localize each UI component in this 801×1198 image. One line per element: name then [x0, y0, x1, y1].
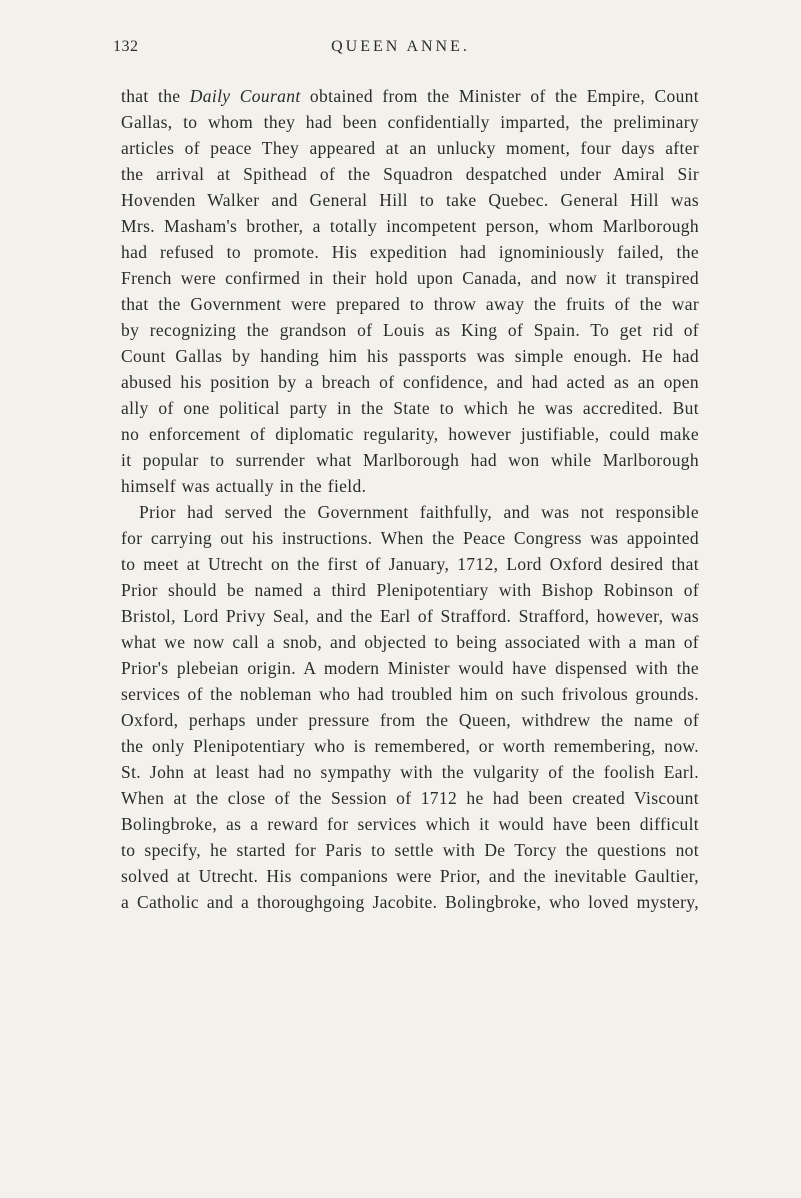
text-line: had refused to promote. His expedition had ignominiously failed, the: [121, 242, 699, 262]
text-line: it popular to surrender what Marlborough had won while Marlborough: [121, 450, 699, 470]
text-line: Prior should be named a third Plenipotentiary with Bishop Robinson of: [121, 580, 699, 600]
text-line: Prior's plebeian origin. A modern Minister would have dispensed with the: [121, 658, 699, 678]
text-line: a Catholic and a thoroughgoing Jacobite. Bolingbroke, who loved mystery,: [121, 892, 699, 912]
text-line: Gallas, to whom they had been confidentially imparted, the preliminary: [121, 112, 699, 132]
text-line: Prior had served the Government faithfully, and was not responsible: [139, 502, 699, 522]
text-line: Oxford, perhaps under pressure from the Queen, withdrew the name of: [121, 710, 699, 730]
text-line: French were confirmed in their hold upon Canada, and now it transpired: [121, 268, 699, 288]
text-line: what we now call a snob, and objected to being associated with a man of: [121, 632, 699, 652]
text-line: no enforcement of diplomatic regularity, however justifiable, could make: [121, 424, 699, 444]
text-line: abused his position by a breach of confidence, and had acted as an open: [121, 372, 699, 392]
text-line: solved at Utrecht. His companions were Prior, and the inevitable Gaultier,: [121, 866, 699, 886]
text-line: ally of one political party in the State to which he was accredited. But: [121, 398, 699, 418]
text-line: to meet at Utrecht on the first of January, 1712, Lord Oxford desired that: [121, 554, 699, 574]
text-line: St. John at least had no sympathy with the vulgarity of the foolish Earl.: [121, 762, 699, 782]
page-number: 132: [113, 38, 139, 55]
text-line: that the Government were prepared to throw away the fruits of the war: [121, 294, 699, 314]
text-line: the arrival at Spithead of the Squadron despatched under Amiral Sir: [121, 164, 699, 184]
text-line: by recognizing the grandson of Louis as King of Spain. To get rid of: [121, 320, 699, 340]
body-text: [121, 83, 699, 915]
text-line: services of the nobleman who had troubled him on such frivolous grounds.: [121, 684, 699, 704]
text-line: Count Gallas by handing him his passports was simple enough. He had: [121, 346, 699, 366]
text-line: himself was actually in the field.: [121, 476, 367, 496]
text-line: articles of peace They appeared at an unlucky moment, four days after: [121, 138, 699, 158]
text-line: When at the close of the Session of 1712 he had been created Viscount: [121, 788, 699, 808]
text-line: Bolingbroke, as a reward for services which it would have been difficult: [121, 814, 699, 834]
text-line: the only Plenipotentiary who is remembered, or worth remembering, now.: [121, 736, 699, 756]
italic-title: Daily Courant: [189, 86, 301, 106]
running-title: QUEEN ANNE.: [331, 38, 470, 55]
text-line: Hovenden Walker and General Hill to take Quebec. General Hill was: [121, 190, 699, 210]
text-line: Bristol, Lord Privy Seal, and the Earl of Strafford. Strafford, however, was: [121, 606, 699, 626]
text-line: for carrying out his instructions. When the Peace Congress was appointed: [121, 528, 699, 548]
text-line: that the Daily Courant obtained from the Minister of the Empire, Count: [121, 86, 699, 106]
text-line: Mrs. Masham's brother, a totally incompetent person, whom Marlborough: [121, 216, 699, 236]
running-head: [0, 38, 801, 68]
text-line: to specify, he started for Paris to settle with De Torcy the questions not: [121, 840, 699, 860]
